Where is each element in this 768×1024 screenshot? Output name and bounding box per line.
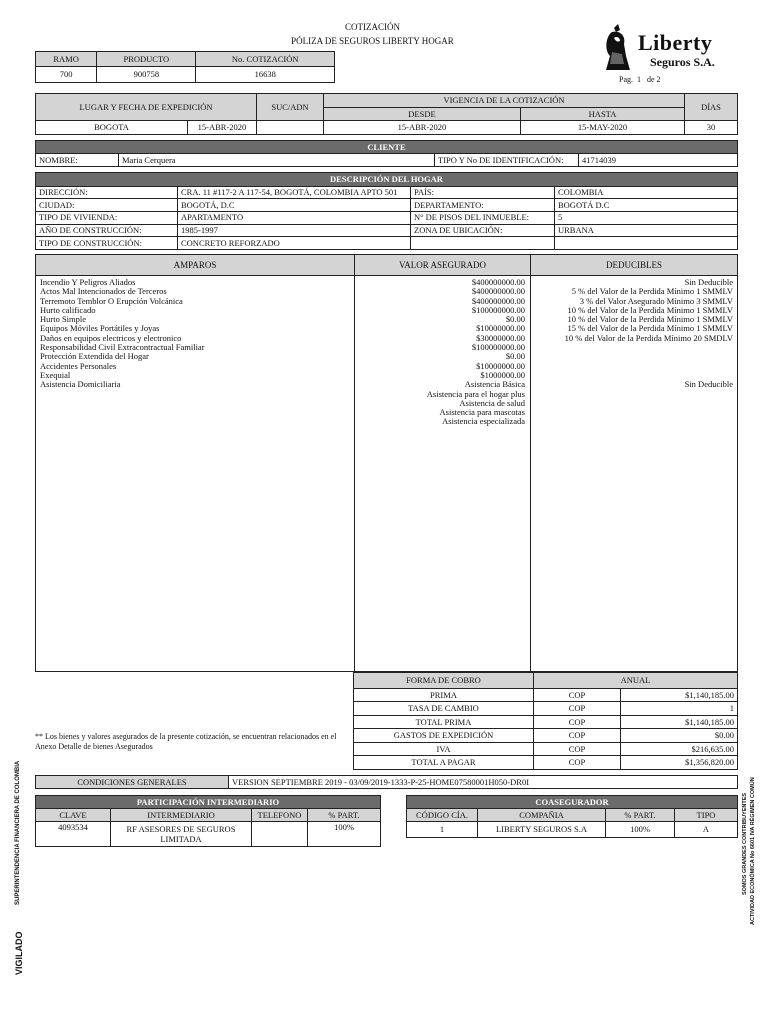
producto-header: PRODUCTO bbox=[97, 52, 196, 67]
hogar-row bbox=[36, 224, 738, 237]
vigencia-header: VIGENCIA DE LA COTIZACIÓN bbox=[324, 94, 685, 108]
cobro-value: 1 bbox=[621, 702, 738, 716]
cobro-currency: COP bbox=[534, 702, 621, 716]
hogar-header: DESCRIPCIÓN DEL HOGAR bbox=[36, 173, 738, 187]
condiciones-value: VERSION SEPTIEMBRE 2019 - 03/09/2019-1333-P-25-HOME07580001H050-DR0I bbox=[229, 776, 738, 789]
hogar-label: PAÍS: bbox=[411, 186, 555, 199]
fecha-value: 15-ABR-2020 bbox=[188, 121, 257, 135]
deducible-item bbox=[533, 352, 733, 361]
part-value: 100% bbox=[308, 822, 381, 847]
amparo-item: Equipos Móviles Portátiles y Joyas bbox=[40, 323, 160, 334]
cotizacion-value: 16638 bbox=[196, 67, 335, 83]
clave-header: CLAVE bbox=[36, 809, 111, 822]
dias-header: DÍAS bbox=[685, 94, 738, 121]
cobro-label: TASA DE CAMBIO bbox=[354, 702, 534, 716]
amparo-item: Exequial bbox=[40, 369, 71, 380]
cobro-value: $1,140,185.00 bbox=[621, 688, 738, 702]
hasta-value: 15-MAY-2020 bbox=[521, 121, 685, 135]
hogar-label: DIRECCIÓN: bbox=[36, 186, 178, 199]
hogar-label: ZONA DE UBICACIÓN: bbox=[411, 224, 555, 237]
statue-of-liberty-icon bbox=[600, 24, 640, 74]
deducibles-list bbox=[533, 278, 733, 390]
desde-header: DESDE bbox=[324, 108, 521, 121]
identificacion-label: TIPO Y No DE IDENTIFICACIÓN: bbox=[435, 154, 579, 167]
ramo-value: 700 bbox=[36, 67, 97, 83]
cobro-currency: COP bbox=[534, 729, 621, 743]
hogar-label: CIUDAD: bbox=[36, 199, 178, 212]
suc-value bbox=[257, 121, 324, 135]
identificacion-value: 41714039 bbox=[579, 154, 738, 167]
vigencia-table bbox=[35, 93, 738, 135]
forma-cobro-label: FORMA DE COBRO bbox=[354, 673, 534, 689]
amparo-item: Actos Mal Intencionados de Terceros bbox=[40, 286, 167, 297]
logo-wordmark: Liberty bbox=[638, 30, 713, 55]
logo-subtitle: Seguros S.A. bbox=[650, 55, 715, 69]
coasegurador-table bbox=[406, 795, 738, 838]
deducible-item: 5 % del Valor de la Perdida Mínimo 1 SMMLV bbox=[571, 286, 733, 297]
hogar-value: URBANA bbox=[555, 224, 738, 237]
deducible-item bbox=[533, 343, 733, 352]
cobro-row bbox=[354, 702, 738, 716]
contribuyentes-label: SOMOS GRANDES CONTRIBUYENTES bbox=[742, 792, 748, 895]
hogar-label: DEPARTAMENTO: bbox=[411, 199, 555, 212]
deducible-item: 3 % del Valor Asegurado Mínimo 3 SMMLV bbox=[579, 295, 733, 306]
cotizacion-header: No. COTIZACIÓN bbox=[196, 52, 335, 67]
cobro-label: TOTAL A PAGAR bbox=[354, 756, 534, 770]
hogar-value bbox=[555, 237, 738, 250]
cobro-section bbox=[35, 672, 738, 772]
valor-item: $30000000.00 bbox=[476, 332, 525, 343]
ramo-header: RAMO bbox=[36, 52, 97, 67]
telefono-header: TELEFONO bbox=[252, 809, 308, 822]
amparos-section bbox=[35, 254, 738, 672]
desde-value: 15-ABR-2020 bbox=[324, 121, 521, 135]
coaseg-part-header: % PART. bbox=[606, 809, 675, 822]
deducible-item: Sin Deducible bbox=[684, 379, 733, 390]
valor-item: $0.00 bbox=[505, 351, 525, 362]
cobro-row bbox=[354, 729, 738, 743]
valor-item: Asistencia de salud bbox=[459, 397, 525, 408]
valor-item: $10000000.00 bbox=[476, 323, 525, 334]
condiciones-row bbox=[35, 775, 738, 789]
hogar-value: CONCRETO REFORZADO bbox=[178, 237, 411, 250]
producto-value: 900758 bbox=[97, 67, 196, 83]
ramo-table bbox=[35, 51, 335, 83]
coaseg-part-value: 100% bbox=[606, 822, 675, 838]
amparo-item: Hurto calificado bbox=[40, 304, 96, 315]
hogar-label: TIPO DE CONSTRUCCIÓN: bbox=[36, 237, 178, 250]
nombre-label: NOMBRE: bbox=[36, 154, 119, 167]
condiciones-label: CONDICIONES GENERALES bbox=[36, 776, 229, 789]
hogar-row bbox=[36, 199, 738, 212]
tipo-value: A bbox=[675, 822, 738, 838]
valores-list bbox=[358, 278, 525, 427]
valor-item: Asistencia para el hogar plus bbox=[426, 388, 525, 399]
amparo-item: Daños en equipos electricos y electronico bbox=[40, 332, 182, 343]
hogar-label: AÑO DE CONSTRUCCIÓN: bbox=[36, 224, 178, 237]
valor-asegurado-header: VALOR ASEGURADO bbox=[355, 255, 531, 276]
nombre-value: Maria Cerquera bbox=[119, 154, 435, 167]
cobro-currency: COP bbox=[534, 742, 621, 756]
liberty-logo bbox=[600, 24, 730, 74]
dias-value: 30 bbox=[685, 121, 738, 135]
hogar-value: BOGOTÁ D.C bbox=[555, 199, 738, 212]
valor-item: $10000000.00 bbox=[476, 360, 525, 371]
clave-value: 4093534 bbox=[36, 822, 111, 847]
bienes-note: ** Los bienes y valores asegurados de la presente cotización, se encuentran relacionados en el Anexo Detalle de bienes Asegurados bbox=[35, 732, 337, 751]
cobro-currency: COP bbox=[534, 688, 621, 702]
amparo-item: Terremoto Temblor O Erupción Volcánica bbox=[40, 295, 183, 306]
compania-header: COMPAÑIA bbox=[478, 809, 606, 822]
hogar-label bbox=[411, 237, 555, 250]
cobro-row bbox=[354, 756, 738, 770]
cobro-table bbox=[353, 672, 738, 770]
hogar-value: APARTAMENTO bbox=[178, 212, 411, 225]
deducibles-header: DEDUCIBLES bbox=[531, 255, 737, 276]
intermediario-col-header: INTERMEDIARIO bbox=[111, 809, 252, 822]
amparo-item: Asistencia Domiciliaria bbox=[40, 379, 121, 390]
valor-item: $400000000.00 bbox=[471, 295, 525, 306]
telefono-value bbox=[252, 822, 308, 847]
amparo-item: Incendio Y Peligros Aliados bbox=[40, 277, 136, 287]
part-header: % PART. bbox=[308, 809, 381, 822]
cobro-value: $216,635.00 bbox=[621, 742, 738, 756]
cliente-header: CLIENTE bbox=[36, 141, 738, 154]
vigilado-label: VIGILADO bbox=[14, 931, 24, 975]
cobro-label: PRIMA bbox=[354, 688, 534, 702]
cobro-label: IVA bbox=[354, 742, 534, 756]
amparo-item: Hurto Simple bbox=[40, 314, 87, 325]
amparos-list bbox=[40, 278, 350, 390]
codigo-cia-header: CÓDIGO CÍA. bbox=[407, 809, 478, 822]
page-indicator: Pag. 1 de 2 bbox=[619, 75, 661, 84]
cliente-section bbox=[35, 140, 738, 167]
lugar-fecha-header: LUGAR Y FECHA DE EXPEDICIÓN bbox=[36, 94, 257, 121]
lugar-value: BOGOTA bbox=[36, 121, 188, 135]
forma-cobro-value: ANUAL bbox=[534, 673, 738, 689]
hogar-value: BOGOTÁ, D.C bbox=[178, 199, 411, 212]
document-title: COTIZACIÓN bbox=[345, 22, 400, 32]
valor-item: $100000000.00 bbox=[471, 304, 525, 315]
coasegurador-header: COASEGURADOR bbox=[407, 796, 738, 809]
valor-item: $100000000.00 bbox=[471, 342, 525, 353]
intermediario-table bbox=[35, 795, 381, 847]
amparo-item: Responsabilidad Civil Extracontractual Familiar bbox=[40, 342, 205, 353]
suc-adn-header: SUC/ADN bbox=[257, 94, 324, 121]
cobro-value: $1,140,185.00 bbox=[621, 715, 738, 729]
valor-item: Asistencia para mascotas bbox=[439, 407, 525, 418]
hogar-label: TIPO DE VIVIENDA: bbox=[36, 212, 178, 225]
hogar-section bbox=[35, 172, 738, 250]
cobro-row bbox=[354, 688, 738, 702]
actividad-label: ACTIVIDAD ECONÓMICA No 6601 IVA RÉGIMEN COMÚN bbox=[750, 777, 756, 925]
hogar-row bbox=[36, 212, 738, 225]
hogar-row bbox=[36, 237, 738, 250]
hogar-value: COLOMBIA bbox=[555, 186, 738, 199]
amparos-header: AMPAROS bbox=[36, 255, 355, 276]
hogar-value: 5 bbox=[555, 212, 738, 225]
valor-item: $1000000.00 bbox=[480, 369, 525, 380]
cobro-row bbox=[354, 742, 738, 756]
hogar-value: 1985-1997 bbox=[178, 224, 411, 237]
cobro-label: TOTAL PRIMA bbox=[354, 715, 534, 729]
cobro-currency: COP bbox=[534, 715, 621, 729]
cobro-value: $1,356,820.00 bbox=[621, 756, 738, 770]
hogar-label: N° DE PISOS DEL INMUEBLE: bbox=[411, 212, 555, 225]
amparo-item: Accidentes Personales bbox=[40, 360, 117, 371]
deducible-item: Sin Deducible bbox=[684, 277, 733, 287]
valor-item: $400000000.00 bbox=[471, 277, 525, 287]
intermediario-value: RF ASESORES DE SEGUROS LIMITADA bbox=[111, 822, 252, 847]
hogar-row bbox=[36, 186, 738, 199]
cobro-value: $0.00 bbox=[621, 729, 738, 743]
intermediario-header: PARTICIPACIÓN INTERMEDIARIO bbox=[36, 796, 381, 809]
superintendencia-label: SUPERINTENDENCIA FINANCIERA DE COLOMBIA bbox=[15, 760, 21, 905]
valor-item: Asistencia Básica bbox=[464, 379, 525, 390]
cobro-currency: COP bbox=[534, 756, 621, 770]
cobro-label: GASTOS DE EXPEDICIÓN bbox=[354, 729, 534, 743]
deducible-item: 15 % del Valor de la Perdida Mínimo 1 SMMLV bbox=[567, 323, 733, 334]
hogar-value: CRA. 11 #117-2 A 117-54, BOGOTÁ, COLOMBIA APTO 501 bbox=[178, 186, 411, 199]
compania-value: LIBERTY SEGUROS S.A bbox=[478, 822, 606, 838]
valor-item: $400000000.00 bbox=[471, 286, 525, 297]
valor-item: $0.00 bbox=[505, 314, 525, 325]
document-subtitle: PÓLIZA DE SEGUROS LIBERTY HOGAR bbox=[291, 36, 454, 46]
valor-item: Asistencia especializada bbox=[442, 416, 525, 427]
deducible-item: 10 % del Valor de la Perdida Mínimo 20 SMDLV bbox=[564, 332, 733, 343]
hasta-header: HASTA bbox=[521, 108, 685, 121]
tipo-header: TIPO bbox=[675, 809, 738, 822]
deducible-item: 10 % del Valor de la Perdida Mínimo 1 SMMLV bbox=[567, 314, 733, 325]
cobro-row bbox=[354, 715, 738, 729]
codigo-cia-value: 1 bbox=[407, 822, 478, 838]
amparo-item: Protección Extendida del Hogar bbox=[40, 351, 149, 362]
deducible-item bbox=[533, 362, 733, 371]
deducible-item: 10 % del Valor de la Perdida Mínimo 1 SMMLV bbox=[567, 304, 733, 315]
